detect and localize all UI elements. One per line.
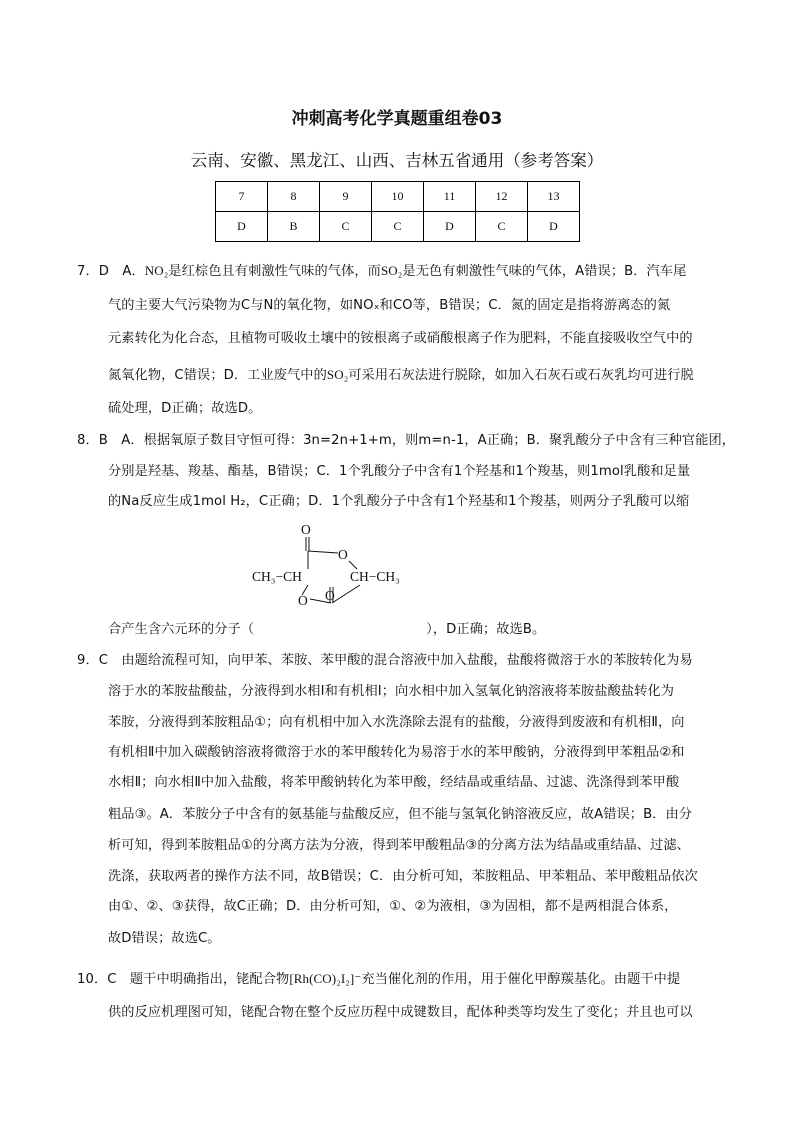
q9-line-2: 溶于水的苯胺盐酸盐，分液得到水相Ⅰ和有机相Ⅰ；向水相中加入氢氧化钠溶液将苯胺盐酸盐转化为 [108, 684, 675, 699]
table-cell: 12 [476, 182, 528, 212]
q10-line-2: 供的反应机理图可知，铑配合物在整个反应历程中成键数目，配体种类等均发生了变化；并且也可以 [108, 1005, 693, 1020]
q7-text: 是无色有刺激性气味的气体，A错误；B．汽车尾 [402, 264, 687, 279]
q8-line-3: 的Na反应生成1mol H₂，C正确；D．1个乳酸分子中含有1个羟基和1个羧基，则两分子乳酸可以缩 [108, 494, 690, 509]
page-title: 冲刺高考化学真题重组卷03 [291, 109, 503, 129]
table-cell: C [476, 212, 528, 242]
table-cell: C [372, 212, 424, 242]
table-cell: D [424, 212, 476, 242]
q7-line-4 [108, 364, 748, 383]
q8-line-4 [108, 618, 748, 637]
ring-o-top: O [338, 547, 348, 562]
answer-table [215, 181, 580, 242]
rhodium-complex-formula: [Rh(CO)₂I₂]⁻ [289, 971, 362, 986]
no2-formula: NO₂ [144, 263, 169, 278]
table-cell: 9 [320, 182, 372, 212]
q8-text: ），D正确；故选B。 [426, 622, 546, 637]
answer-table-answer-row [216, 212, 580, 242]
table-cell: 13 [528, 182, 580, 212]
q7-line-5: 硫处理，D正确；故选D。 [108, 401, 262, 416]
q8-line-2: 分别是羟基、羧基、酯基，B错误；C．1个乳酸分子中含有1个羟基和1个羧基，则1mol乳酸和足量 [108, 464, 691, 479]
page-subtitle: 云南、安徽、黑龙江、山西、吉林五省通用（参考答案） [190, 151, 604, 170]
q7-text: 可采用石灰法进行脱除，如加入石灰石或石灰乳均可进行脱 [348, 368, 694, 383]
right-group: CH−CH₃ [350, 569, 400, 584]
q7-head: 7．D A． [77, 264, 145, 279]
so2-formula: SO₂ [380, 263, 403, 278]
table-cell: 8 [268, 182, 320, 212]
bond [332, 585, 360, 603]
carbonyl-o-top: O [301, 522, 311, 537]
q8-text: 合产生含六元环的分子（ [108, 622, 255, 637]
table-cell: D [216, 212, 268, 242]
table-cell: B [268, 212, 320, 242]
q7-text: 是红棕色且有刺激性气味的气体，而 [168, 264, 381, 279]
answer-table-question-row [216, 182, 580, 212]
table-cell: D [528, 212, 580, 242]
q9-line-4: 有机相Ⅱ中加入碳酸钠溶液将微溶于水的苯甲酸转化为易溶于水的苯甲酸钠，分液得到甲苯粗品②和 [108, 745, 685, 760]
bond [308, 551, 338, 553]
q9-line-10: 故D错误；故选C。 [108, 931, 221, 946]
table-cell: 10 [372, 182, 424, 212]
q9-line-9: 由①、②、③获得，故C正确；D．由分析可知，①、②为液相，③为固相，都不是两相混合体系， [108, 899, 678, 914]
table-cell: C [320, 212, 372, 242]
q7-line-1 [77, 260, 717, 279]
table-cell: 11 [424, 182, 476, 212]
lactide-structure [250, 517, 430, 609]
q10-line-1 [77, 968, 717, 987]
q9-line-3: 苯胺，分液得到苯胺粗品①；向有机相中加入水洗涤除去混有的盐酸，分液得到废液和有机相Ⅱ，向 [108, 715, 685, 730]
q7-line-3: 元素转化为化合态，且植物可吸收土壤中的铵根离子或硝酸根离子作为肥料，不能直接吸收空气中的 [108, 331, 693, 346]
q10-head: 10．C 题干中明确指出，铑配合物 [77, 972, 290, 987]
so2-formula: SO₂ [326, 367, 349, 382]
bond [349, 561, 357, 569]
ring-o-bottom: O [298, 593, 308, 608]
carbonyl-o-bottom: O [325, 588, 335, 603]
q9-line-5: 水相Ⅱ；向水相Ⅱ中加入盐酸，将苯甲酸钠转化为苯甲酸，经结晶或重结晶、过滤、洗涤得到苯甲酸 [108, 775, 680, 790]
q9-line-1: 9．C 由题给流程可知，向甲苯、苯胺、苯甲酸的混合溶液中加入盐酸，盐酸将微溶于水的苯胺转化为易 [77, 653, 693, 668]
q7-line-2: 气的主要大气污染物为C与N的氧化物，如NOₓ和CO等，B错误；C．氮的固定是指将游离态的氮 [108, 298, 671, 313]
table-cell: 7 [216, 182, 268, 212]
q10-text: 充当催化剂的作用，用于催化甲醇羰基化。由题干中提 [361, 972, 681, 987]
q7-text: 氮氧化物，C错误；D．工业废气中的 [108, 368, 327, 383]
q9-line-6: 粗品③。A．苯胺分子中含有的氨基能与盐酸反应，但不能与氢氧化钠溶液反应，故A错误；B．由分 [108, 807, 693, 822]
q8-line-1: 8．B A．根据氧原子数目守恒可得：3n=2n+1+m，则m=n-1，A正确；B．聚乳酸分子中含有三种官能团， [77, 433, 736, 448]
q9-line-8: 洗涤，获取两者的操作方法不同，故B错误；C．由分析可知，苯胺粗品、甲苯粗品、苯甲酸粗品依次 [108, 869, 698, 884]
q9-line-7: 析可知，得到苯胺粗品①的分离方法为分液，得到苯甲酸粗品③的分离方法为结晶或重结晶、过滤、 [108, 838, 690, 853]
left-group: CH₃−CH [252, 569, 302, 584]
